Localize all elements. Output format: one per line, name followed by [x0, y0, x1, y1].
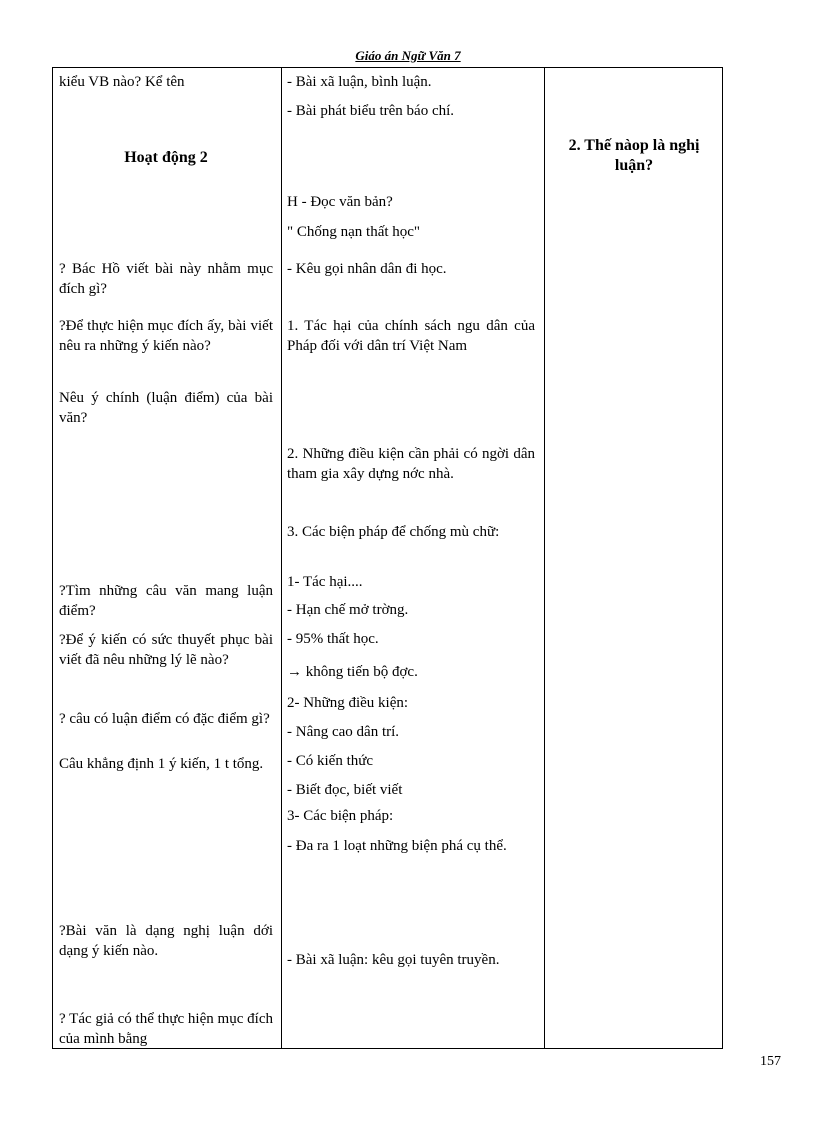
- question-features: ? câu có luận điểm có đặc điểm gì?: [59, 711, 270, 727]
- answer-line: - Biết đọc, biết viết: [287, 782, 403, 798]
- document-header: Giáo án Ngữ Văn 7: [355, 48, 461, 63]
- question-purpose: ? Bác Hồ viết bài này nhằm mục đích gì?: [59, 261, 273, 297]
- section-heading: 2. Thế nàop là nghị luận?: [568, 137, 700, 174]
- answer-line: - Kêu gọi nhân dân đi học.: [287, 261, 447, 277]
- answer-paragraph: 2. Những điều kiện cần phải có ngời dân tham gia xây dựng nớc nhà.: [287, 446, 535, 482]
- question-opinions: ?Để thực hiện mục đích ấy, bài viết nêu ra những ý kiến nào?: [59, 318, 273, 354]
- text-affirmation: Câu khẳng định 1 ý kiến, 1 t tổng.: [59, 756, 264, 772]
- text-kieu-vb: kiểu VB nào? Kể tên: [59, 74, 185, 90]
- question-essay-type: ?Bài văn là dạng nghị luận dới dạng ý kiến nào.: [59, 923, 273, 959]
- question-author-method: ? Tác giả có thể thực hiện mục đích của mình bằng: [59, 1011, 273, 1047]
- question-find-sentences: ?Tìm những câu văn mang luận điểm?: [59, 583, 273, 619]
- lesson-table: [52, 67, 723, 1049]
- answer-line: " Chống nạn thất học": [287, 224, 421, 240]
- column-divider-2: [544, 68, 545, 1048]
- answer-line: - Có kiến thức: [287, 753, 374, 769]
- activity-heading: Hoạt động 2: [124, 149, 208, 166]
- answer-line: 3- Các biện pháp:: [287, 808, 394, 824]
- answer-paragraph: 3. Các biện pháp để chống mù chữ:: [287, 524, 500, 540]
- answer-line: - Bài phát biểu trên báo chí.: [287, 103, 455, 119]
- column-divider-1: [281, 68, 282, 1048]
- answer-line: - Bài xã luận, bình luận.: [287, 74, 432, 90]
- answer-line: 1- Tác hại....: [287, 574, 363, 590]
- answer-line: 2- Những điều kiện:: [287, 695, 409, 711]
- question-main-idea: Nêu ý chính (luận điểm) của bài văn?: [59, 390, 273, 426]
- answer-line: H - Đọc văn bản?: [287, 194, 393, 210]
- answer-line: - 95% thất học.: [287, 631, 379, 647]
- page-number: 157: [760, 1054, 781, 1069]
- answer-line: - Nâng cao dân trí.: [287, 724, 400, 740]
- question-arguments: ?Để ý kiến có sức thuyết phục bài viết đã nêu những lý lẽ nào?: [59, 632, 273, 668]
- answer-line: - Hạn chế mở trờng.: [287, 602, 409, 618]
- answer-paragraph: 1. Tác hại của chính sách ngu dân của Pháp đối với dân trí Việt Nam: [287, 318, 535, 354]
- answer-paragraph: - Bài xã luận: kêu gọi tuyên truyền.: [287, 952, 500, 968]
- answer-paragraph: - Đa ra 1 loạt những biện phá cụ thể.: [287, 838, 507, 854]
- answer-line: → không tiến bộ đợc.: [287, 664, 418, 680]
